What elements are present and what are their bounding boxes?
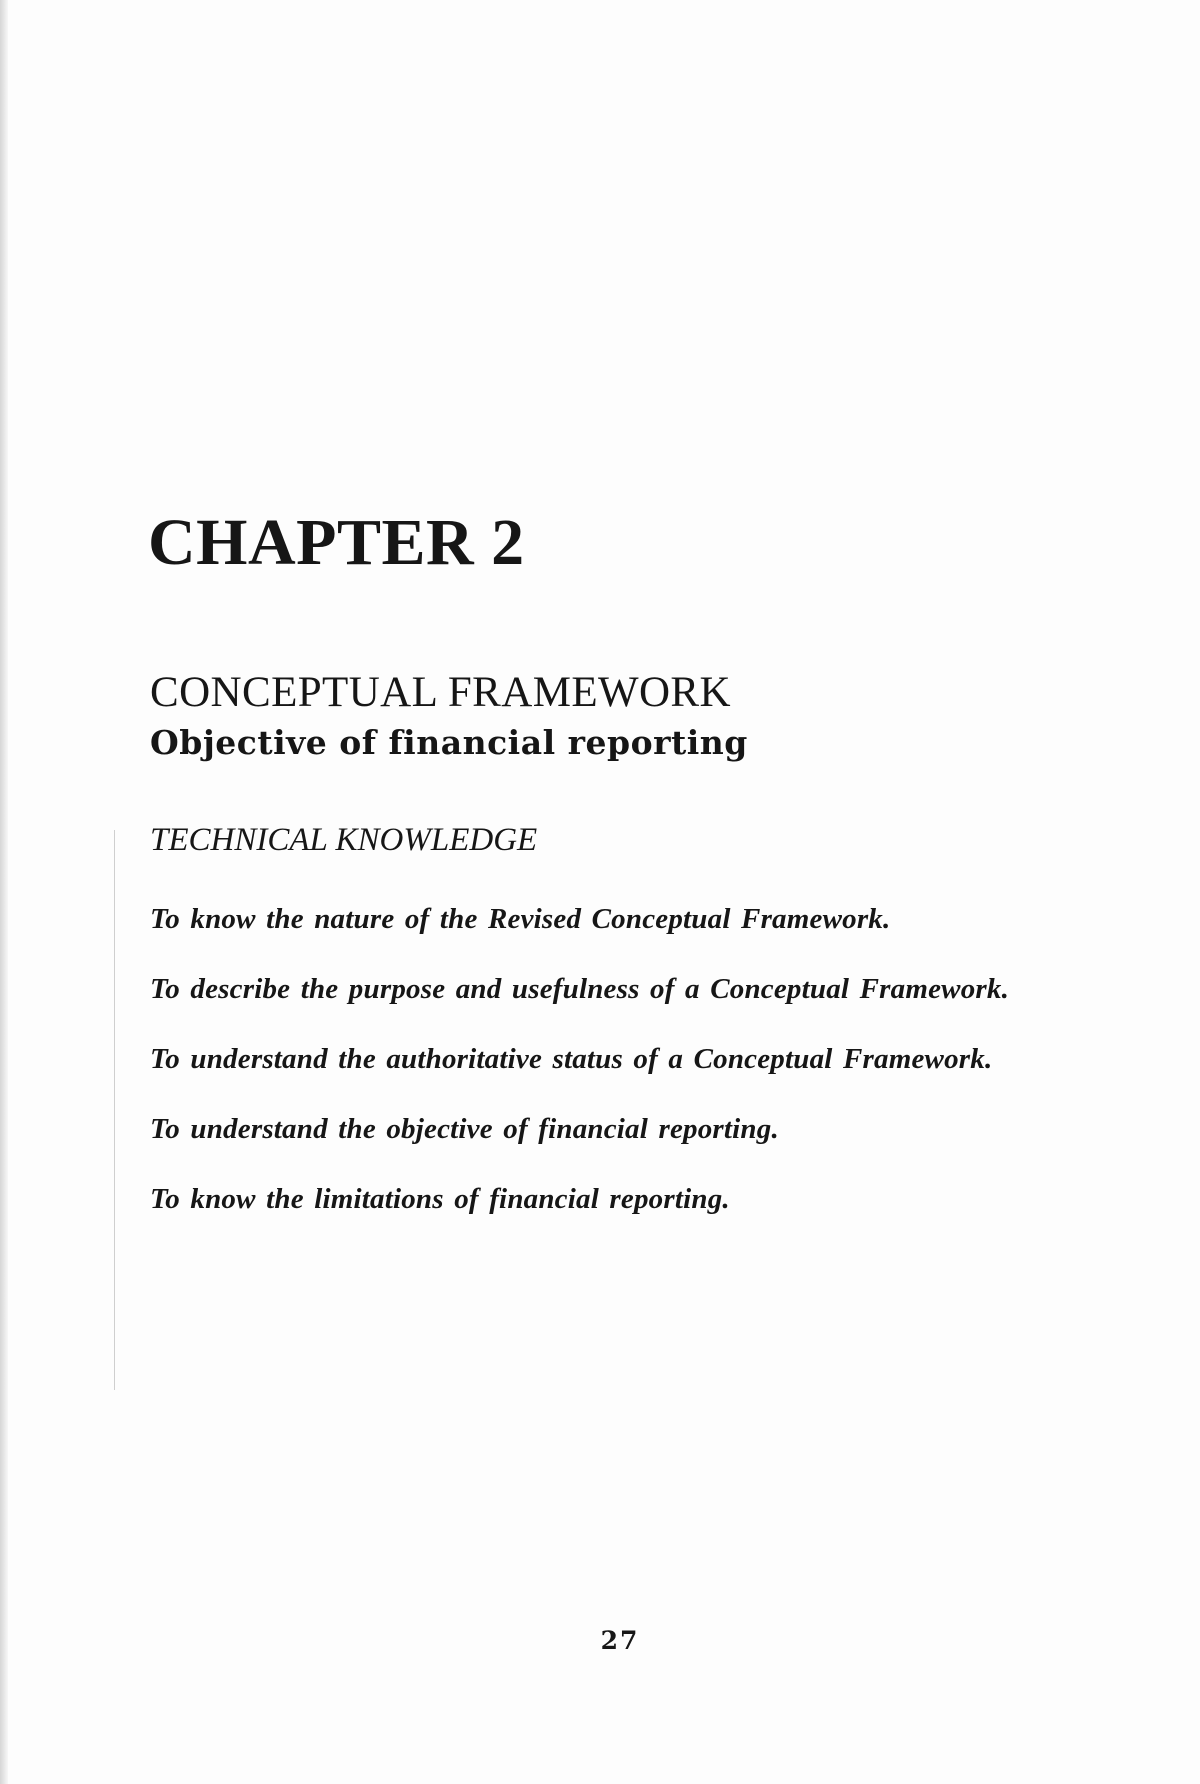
objective-item: To know the limitations of financial reporting. xyxy=(150,1183,730,1215)
section-subtitle: Objective of financial reporting xyxy=(150,723,748,762)
objective-item: To understand the authoritative status of a Conceptual Framework. xyxy=(150,1043,993,1075)
margin-rule xyxy=(114,830,115,1390)
objectives-list xyxy=(150,898,1080,1248)
objective-item: To describe the purpose and usefulness of a Conceptual Framework. xyxy=(150,973,1010,1005)
objective-item: To understand the objective of financial reporting. xyxy=(150,1113,779,1145)
section-title: CONCEPTUAL FRAMEWORK xyxy=(150,669,731,716)
technical-knowledge-heading: TECHNICAL KNOWLEDGE xyxy=(150,822,538,858)
page-binding-edge xyxy=(0,0,8,1784)
page-number: 27 xyxy=(600,1626,640,1655)
chapter-title: CHAPTER 2 xyxy=(148,506,525,579)
objective-item: To know the nature of the Revised Conceptual Framework. xyxy=(150,903,891,935)
